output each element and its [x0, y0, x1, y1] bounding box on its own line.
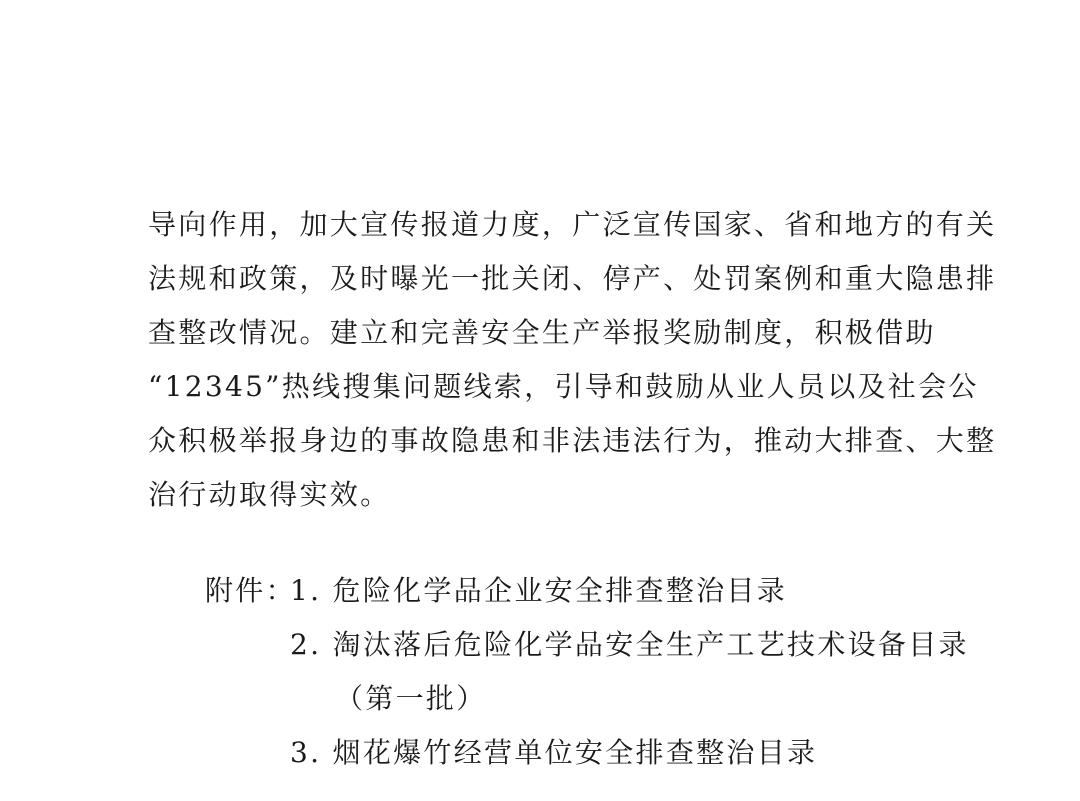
- paragraph-line: 导向作用，加大宣传报道力度，广泛宣传国家、省和地方的有关: [148, 208, 997, 241]
- paragraph-line: 法规和政策，及时曝光一批关闭、停产、处罚案例和重大隐患排: [148, 262, 997, 295]
- attachment-item-continuation: （第一批）: [335, 682, 487, 715]
- attachment-item: 3. 烟花爆竹经营单位安全排查整治目录: [290, 736, 818, 769]
- attachment-row: [205, 726, 965, 780]
- attachment-row: [205, 618, 969, 672]
- paragraph-line: 治行动取得实效。: [148, 478, 391, 511]
- attachments-label-spacer: [205, 726, 290, 780]
- attachment-row: [205, 672, 965, 726]
- attachments-label-spacer: [205, 618, 290, 672]
- paragraph-line: 众积极举报身边的事故隐患和非法违法行为，推动大排查、大整: [148, 424, 997, 457]
- paragraph-line: 查整改情况。建立和完善安全生产举报奖励制度，积极借助: [148, 316, 936, 349]
- paragraph-line: “12345”热线搜集问题线索，引导和鼓励从业人员以及社会公: [148, 370, 979, 403]
- body-paragraph: [148, 198, 997, 522]
- attachment-item: 1. 危险化学品企业安全排查整治目录: [290, 574, 788, 607]
- attachments-label: 附件：: [205, 574, 296, 607]
- attachment-item: 2. 淘汰落后危险化学品安全生产工艺技术设备目录: [290, 628, 969, 661]
- attachment-row: [205, 564, 965, 618]
- attachments-list: [205, 564, 969, 780]
